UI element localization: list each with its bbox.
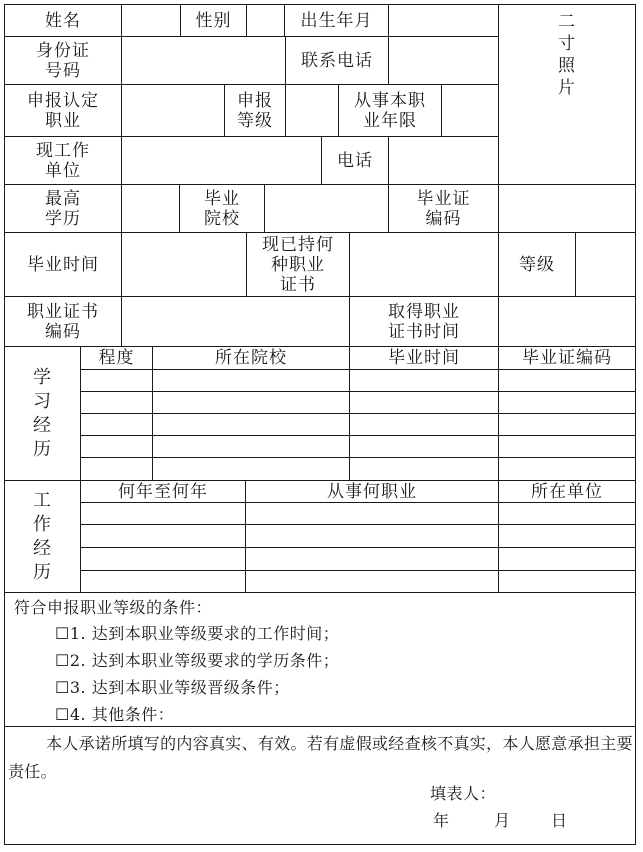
name-field[interactable] bbox=[122, 5, 180, 36]
row-line bbox=[80, 413, 636, 414]
name-label: 姓名 bbox=[45, 10, 81, 31]
id-label: 身份证 号码 bbox=[36, 40, 90, 81]
education-label: 最高 学历 bbox=[45, 188, 81, 229]
years-label: 从事本职 业年限 bbox=[354, 90, 426, 131]
study-col-grad-time: 毕业时间 bbox=[388, 348, 460, 368]
row-line bbox=[80, 502, 636, 503]
cert-no-label: 职业证书 编码 bbox=[27, 301, 99, 342]
row-line bbox=[80, 435, 636, 436]
years-field[interactable] bbox=[442, 85, 498, 136]
work-col-period: 何年至何年 bbox=[118, 481, 208, 502]
row-line bbox=[80, 547, 636, 548]
tel-label: 电话 bbox=[337, 150, 373, 171]
grade-field[interactable] bbox=[576, 233, 635, 296]
study-section-label: 学 习 经 历 bbox=[33, 366, 52, 460]
grad-time-label: 毕业时间 bbox=[27, 254, 99, 275]
school-label: 毕业 院校 bbox=[204, 188, 240, 229]
photo-label: 二 寸 照 片 bbox=[558, 12, 576, 98]
held-cert-field[interactable] bbox=[350, 233, 498, 296]
border-bottom bbox=[4, 844, 636, 845]
diploma-no-field[interactable] bbox=[499, 185, 635, 232]
col-line bbox=[80, 346, 81, 592]
row-line bbox=[80, 457, 636, 458]
cert-time-field[interactable] bbox=[499, 297, 635, 346]
gender-field[interactable] bbox=[247, 5, 284, 36]
held-cert-label: 现已持何 种职业 证书 bbox=[262, 234, 334, 295]
study-col-school: 所在院校 bbox=[215, 348, 287, 368]
cert-time-label: 取得职业 证书时间 bbox=[388, 301, 460, 342]
occupation-label: 申报认定 职业 bbox=[27, 90, 99, 131]
id-field[interactable] bbox=[122, 37, 285, 84]
birth-field[interactable] bbox=[389, 5, 498, 36]
border-right bbox=[635, 4, 636, 845]
workplace-field[interactable] bbox=[122, 137, 321, 184]
row-line bbox=[80, 369, 636, 370]
level-label: 申报 等级 bbox=[237, 90, 273, 131]
study-col-diploma-no: 毕业证编码 bbox=[522, 348, 612, 368]
level-field[interactable] bbox=[286, 85, 338, 136]
condition-item[interactable]: ☐2. 达到本职业等级要求的学历条件； bbox=[55, 651, 340, 670]
tel-field[interactable] bbox=[389, 137, 498, 184]
phone-field[interactable] bbox=[389, 37, 498, 84]
occupation-field[interactable] bbox=[122, 85, 224, 136]
birth-label: 出生年月 bbox=[300, 10, 373, 31]
grad-time-field[interactable] bbox=[122, 233, 246, 296]
grade-label: 等级 bbox=[519, 254, 555, 275]
row-line bbox=[80, 391, 636, 392]
date-day: 日 bbox=[551, 811, 568, 830]
workplace-label: 现工作 单位 bbox=[36, 140, 90, 181]
cert-no-field[interactable] bbox=[122, 297, 349, 346]
row-line bbox=[80, 570, 636, 571]
conditions-title: 符合申报职业等级的条件： bbox=[14, 598, 213, 617]
work-section-label: 工 作 经 历 bbox=[33, 489, 52, 583]
phone-label: 联系电话 bbox=[301, 50, 373, 71]
gender-label: 性别 bbox=[195, 10, 232, 31]
work-col-occupation: 从事何职业 bbox=[327, 481, 417, 502]
signer-label: 填表人： bbox=[430, 784, 497, 803]
diploma-no-label: 毕业证 编码 bbox=[416, 188, 471, 229]
row-line bbox=[4, 726, 636, 727]
date-month: 月 bbox=[494, 811, 511, 830]
school-field[interactable] bbox=[265, 185, 388, 232]
study-col-degree: 程度 bbox=[98, 348, 135, 368]
declaration-text: 本人承诺所填写的内容真实、有效。若有虚假或经查核不真实，本人愿意承担主要责任。 bbox=[8, 734, 633, 781]
condition-item[interactable]: ☐4. 其他条件： bbox=[55, 705, 175, 724]
row-line bbox=[4, 592, 636, 593]
condition-item[interactable]: ☐1. 达到本职业等级要求的工作时间； bbox=[55, 624, 340, 643]
row-line bbox=[80, 524, 636, 525]
work-col-unit: 所在单位 bbox=[531, 481, 603, 502]
date-year: 年 bbox=[433, 811, 450, 830]
condition-item[interactable]: ☐3. 达到本职业等级晋级条件； bbox=[55, 678, 290, 697]
education-field[interactable] bbox=[122, 185, 179, 232]
